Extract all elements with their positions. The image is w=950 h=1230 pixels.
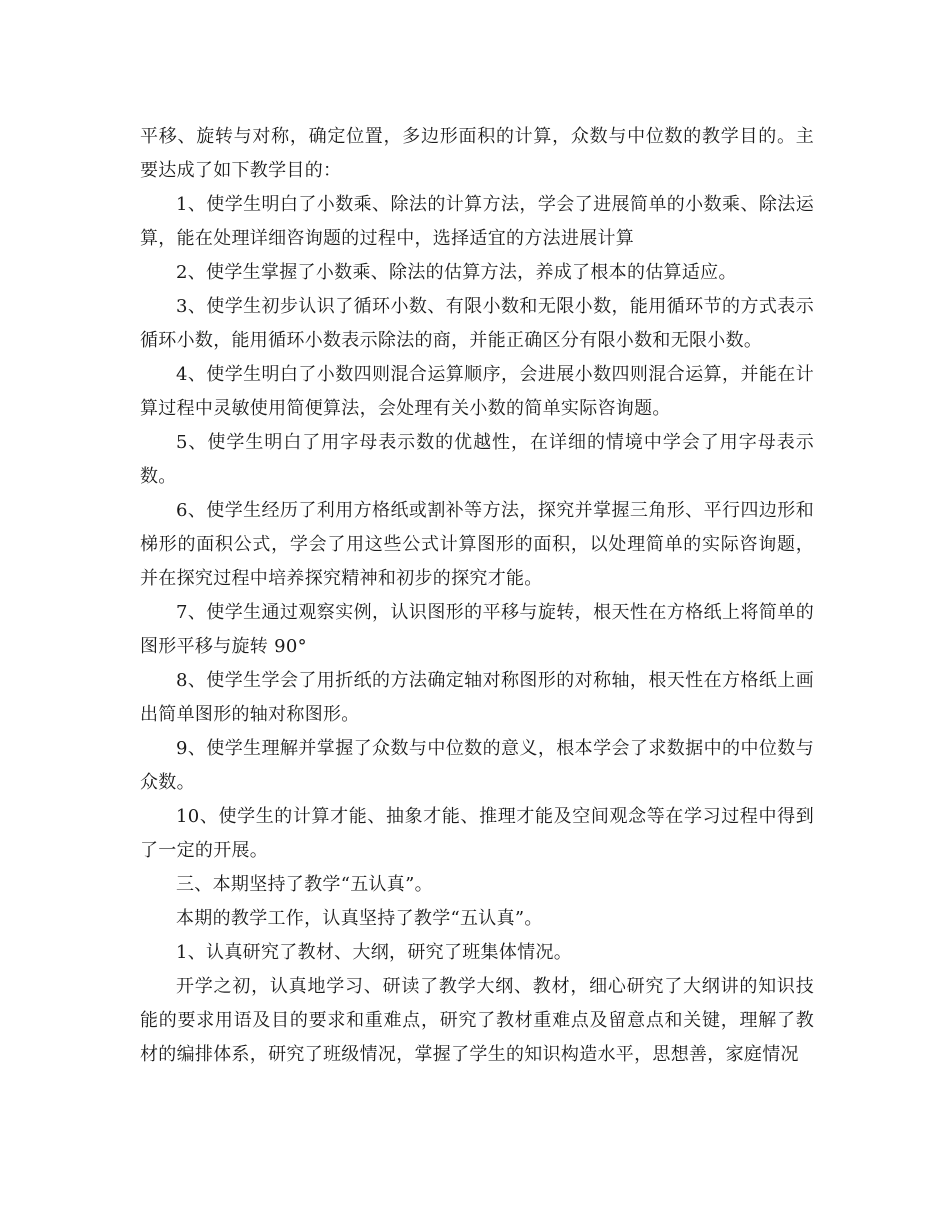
- paragraph-goal-5: 5、使学生明白了用字母表示数的优越性，在详细的情境中学会了用字母表示数。: [140, 432, 814, 487]
- paragraph-goal-4: 4、使学生明白了小数四则混合运算顺序，会进展小数四则混合运算，并能在计算过程中灵敏使用简便算法，会处理有关小数的简单实际咨询题。: [140, 364, 814, 419]
- paragraph-goal-1: 1、使学生明白了小数乘、除法的计算方法，学会了进展简单的小数乘、除法运算，能在处理详细咨询题的过程中，选择适宜的方法进展计算: [140, 194, 814, 249]
- paragraph-five-earnest: 本期的教学工作，认真坚持了教学“五认真”。: [176, 908, 543, 929]
- subheading-study-materials: 1、认真研究了教材、大纲，研究了班集体情况。: [176, 942, 573, 963]
- paragraph-intro: 平移、旋转与对称，确定位置，多边形面积的计算，众数与中位数的教学目的。主要达成了如下教学目的：: [140, 126, 814, 181]
- section-heading-three: 三、本期坚持了教学“五认真”。: [176, 874, 433, 895]
- paragraph-goal-7: 7、使学生通过观察实例，认识图形的平移与旋转，根天性在方格纸上将简单的图形平移与旋转 90°: [140, 602, 814, 657]
- paragraph-goal-3: 3、使学生初步认识了循环小数、有限小数和无限小数，能用循环节的方式表示循环小数，能用循环小数表示除法的商，并能正确区分有限小数和无限小数。: [140, 296, 814, 351]
- document-page: [140, 120, 814, 1072]
- paragraph-goal-2: 2、使学生掌握了小数乘、除法的估算方法，养成了根本的估算适应。: [176, 262, 737, 283]
- paragraph-goal-6: 6、使学生经历了利用方格纸或割补等方法，探究并掌握三角形、平行四边形和梯形的面积公式，学会了用这些公式计算图形的面积，以处理简单的实际咨询题，并在探究过程中培养探究精神和初步的探究才能。: [140, 500, 814, 589]
- paragraph-goal-8: 8、使学生学会了用折纸的方法确定轴对称图形的对称轴，根天性在方格纸上画出简单图形的轴对称图形。: [140, 670, 814, 725]
- paragraph-goal-9: 9、使学生理解并掌握了众数与中位数的意义，根本学会了求数据中的中位数与众数。: [140, 738, 814, 793]
- paragraph-semester-start: 开学之初，认真地学习、研读了教学大纲、教材，细心研究了大纲讲的知识技能的要求用语及目的要求和重难点，研究了教材重难点及留意点和关键，理解了教材的编排体系，研究了班级情况，掌握了学生的知识构造水平，思想善，家庭情况: [140, 976, 814, 1065]
- paragraph-goal-10: 10、使学生的计算才能、抽象才能、推理才能及空间观念等在学习过程中得到了一定的开展。: [140, 806, 814, 861]
